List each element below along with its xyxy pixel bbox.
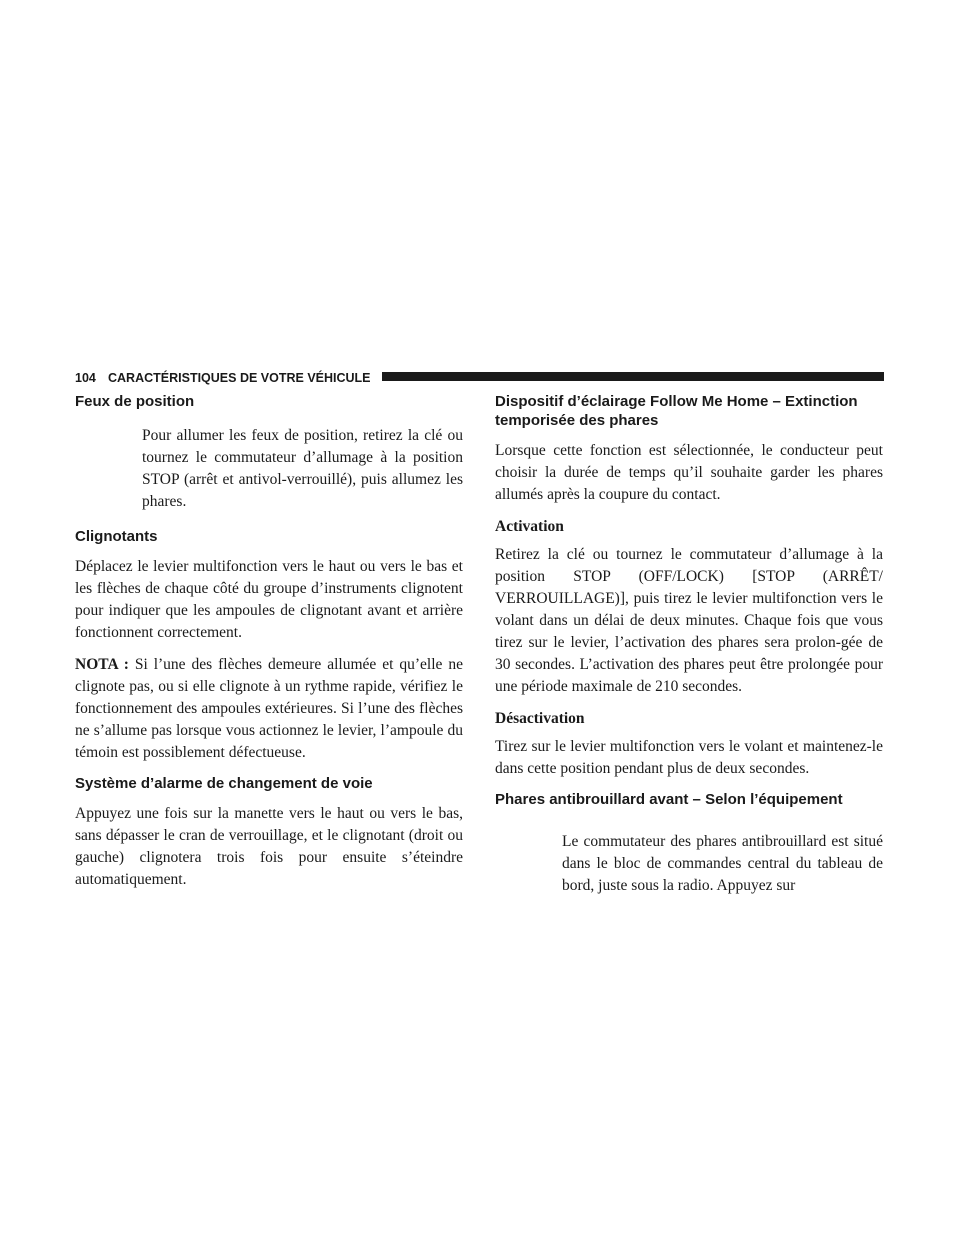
note-label: NOTA : — [75, 656, 129, 673]
heading-feux-de-position: Feux de position — [75, 393, 195, 410]
heading-clignotants: Clignotants — [75, 528, 158, 545]
paragraph-clignotants: Déplacez le levier multifonction vers le haut ou vers le bas et les flèches de chaque côté du groupe d’instruments clignotent pour indiquer que les ampoules de clignotant avant et arrière fonctionnent correctement. — [75, 558, 463, 641]
paragraph-alarme-changement-voie: Appuyez une fois sur la manette vers le haut ou vers le bas, sans dépasser le cran de verrouillage, et le clignotant (droit ou gauche) clignotera trois fois pour ensuite s’éteindre automatiquement. — [75, 805, 463, 888]
page-number: 104 — [75, 371, 96, 385]
left-column — [75, 392, 463, 901]
subheading-activation: Activation — [495, 518, 564, 535]
paragraph-phares-antibrouillard: Le commutateur des phares antibrouillard est situé dans le bloc de commandes central du tableau de bord, juste sous la radio. Appuyez sur — [562, 833, 883, 894]
subheading-desactivation: Désactivation — [495, 710, 585, 727]
paragraph-feux-de-position: Pour allumer les feux de position, retirez la clé ou tournez le commutateur d’allumage à la position STOP (arrêt et antivol-verrouillé), puis allumez les phares. — [142, 427, 463, 510]
section-title: CARACTÉRISTIQUES DE VOTRE VÉHICULE — [108, 371, 371, 385]
paragraph-follow-me-home: Lorsque cette fonction est sélectionnée, le conducteur peut choisir la durée de temps qu’il souhaite garder les phares allumés après la coupure du contact. — [495, 442, 883, 503]
note-text: Si l’une des flèches demeure allumée et qu’elle ne clignote pas, ou si elle clignote à un rythme rapide, vérifiez le fonctionnement des ampoules extérieures. Si l’une des flèches ne s’allume pas lorsque vous actionnez le levier, l’ampoule du témoin est possiblement défectueuse. — [75, 656, 463, 761]
heading-phares-antibrouillard: Phares antibrouillard avant – Selon l’équipement — [495, 791, 843, 808]
page-header — [75, 370, 884, 386]
paragraph-activation: Retirez la clé ou tournez le commutateur d’allumage à la position STOP (OFF/LOCK) [STOP (ARRÊT/ VERROUILLAGE)], puis tirez le levier multifonction vers le volant dans un délai de deux minutes. Chaque fois que vous tirez sur le levier, l’activation des phares sera prolon-gée de 30 secondes. L’activation des phares peut être prolongée pour une période maximale de 210 secondes. — [495, 546, 883, 695]
header-rule — [382, 372, 884, 381]
paragraph-desactivation: Tirez sur le levier multifonction vers le volant et maintenez-le dans cette position pendant plus de deux secondes. — [495, 738, 883, 777]
right-column — [495, 392, 883, 907]
heading-follow-me-home: Dispositif d’éclairage Follow Me Home – Extinction temporisée des phares — [495, 393, 858, 429]
heading-alarme-changement-voie: Système d’alarme de changement de voie — [75, 775, 373, 792]
note-clignotants — [75, 654, 463, 764]
